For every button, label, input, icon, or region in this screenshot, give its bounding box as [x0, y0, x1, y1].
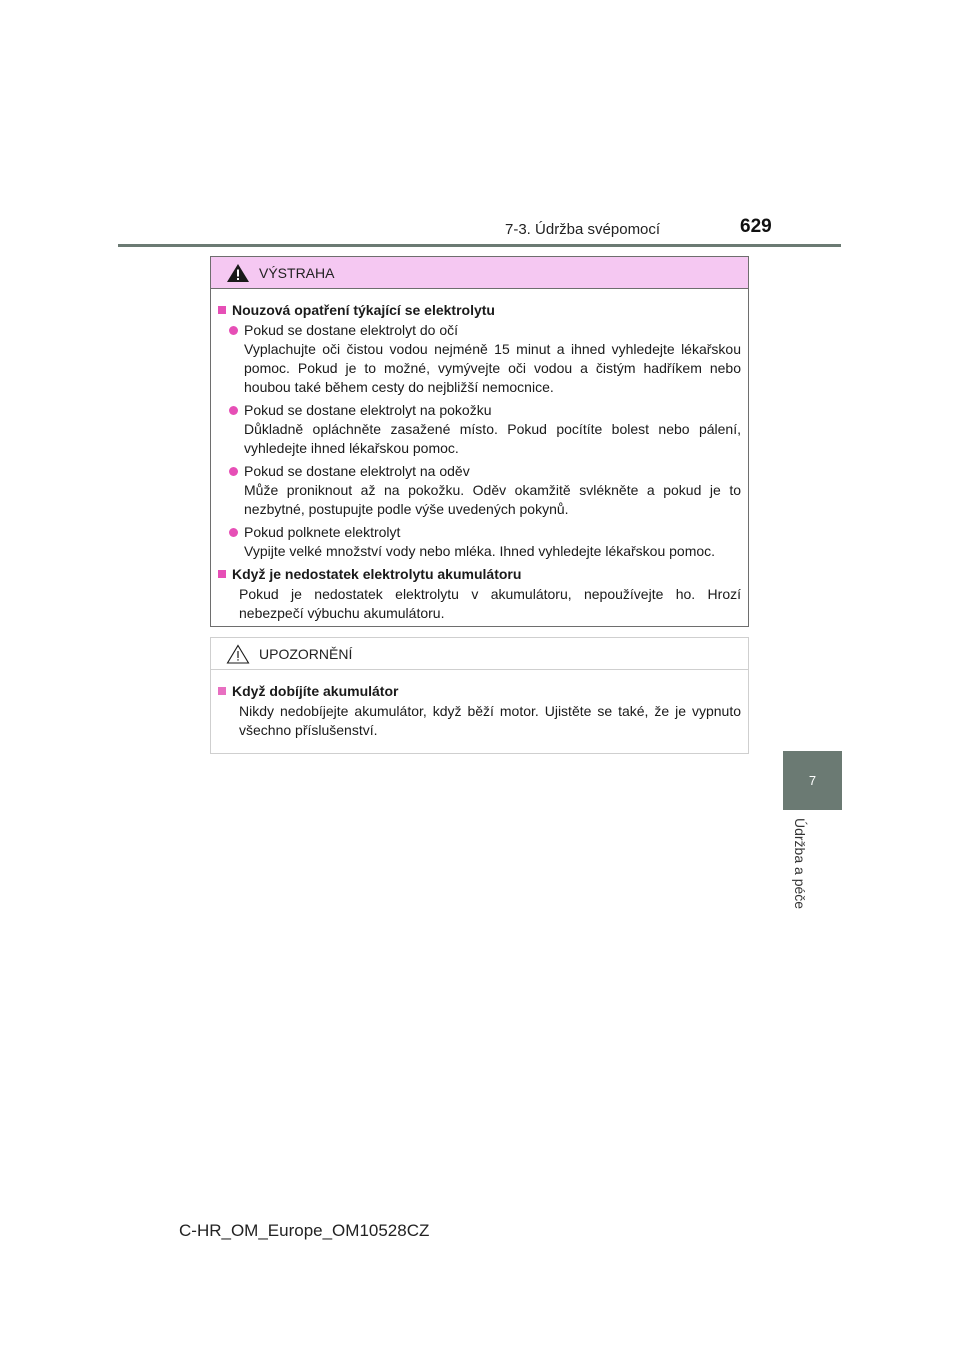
circle-bullet-icon — [229, 326, 238, 335]
heading-text: Když dobíjíte akumulátor — [232, 683, 399, 699]
warning-box-header — [211, 257, 748, 289]
heading-text: Když je nedostatek elektrolytu akumulátoru — [232, 566, 522, 582]
page-number: 629 — [740, 216, 772, 237]
section-heading — [218, 565, 741, 584]
item-description: Důkladně opláchněte zasažené místo. Pokud pocítíte bolest nebo pálení, vyhledejte ihned lékařskou pomoc. — [244, 421, 741, 456]
chapter-tab: 7 — [783, 751, 842, 810]
document-code: C-HR_OM_Europe_OM10528CZ — [179, 1221, 430, 1240]
circle-bullet-icon — [229, 467, 238, 476]
header-divider — [118, 244, 841, 247]
caution-box-title: UPOZORNĚNÍ — [259, 645, 353, 662]
heading-text: Nouzová opatření týkající se elektrolytu — [232, 302, 495, 318]
item-title: Pokud polknete elektrolyt — [244, 524, 401, 540]
item-title: Pokud se dostane elektrolyt do očí — [244, 322, 459, 338]
section-heading — [218, 682, 741, 701]
caution-box-body — [211, 670, 748, 740]
square-bullet-icon — [218, 687, 226, 695]
section-text: Nikdy nedobíjejte akumulátor, když běží motor. Ujistěte se také, že je vypnuto všechno příslušenství. — [239, 703, 741, 738]
warning-box-title: VÝSTRAHA — [259, 264, 335, 281]
caution-box — [210, 637, 749, 754]
square-bullet-icon — [218, 306, 226, 314]
caution-box-header — [211, 638, 748, 670]
warning-box-body — [211, 289, 748, 623]
list-item — [218, 321, 741, 397]
warning-box — [210, 256, 749, 627]
circle-bullet-icon — [229, 406, 238, 415]
item-description: Může proniknout až na pokožku. Oděv okamžitě svlékněte a pokud je to nezbytné, postupujte podle výše uvedených pokynů. — [244, 482, 741, 517]
list-item — [218, 462, 741, 519]
item-description: Vypijte velké množství vody nebo mléka. Ihned vyhledejte lékařskou pomoc. — [244, 543, 716, 559]
section-title: 7-3. Údržba svépomocí — [505, 221, 661, 238]
section-heading — [218, 301, 741, 320]
section-text: Pokud je nedostatek elektrolytu v akumulátoru, nepoužívejte ho. Hrozí nebezpečí výbuchu akumulátoru. — [239, 586, 741, 621]
list-item — [218, 401, 741, 458]
chapter-label: Údržba a péče — [792, 818, 808, 910]
list-item — [218, 523, 741, 561]
circle-bullet-icon — [229, 528, 238, 537]
item-description: Vyplachujte oči čistou vodou nejméně 15 minut a ihned vyhledejte lékařskou pomoc. Pokud je to možné, vymývejte oči vodou a čistým hadříkem nebo houbou také během cesty do nejbližší nemocnice. — [244, 341, 741, 395]
square-bullet-icon — [218, 570, 226, 578]
warning-triangle-filled-icon — [226, 263, 250, 283]
warning-triangle-outline-icon — [226, 644, 250, 664]
item-title: Pokud se dostane elektrolyt na pokožku — [244, 402, 492, 418]
item-title: Pokud se dostane elektrolyt na oděv — [244, 463, 470, 479]
